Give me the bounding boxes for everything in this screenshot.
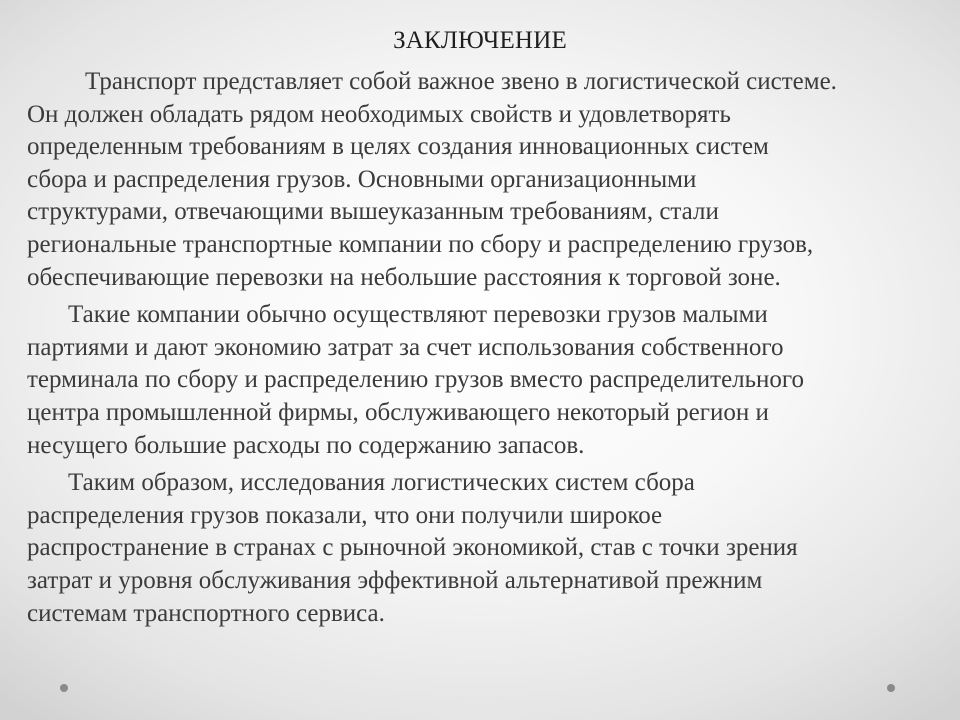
slide-body <box>27 66 947 630</box>
paragraph-line: Таким образом, исследования логистических систем сбора <box>68 469 695 497</box>
paragraph-line: Такие компании обычно осуществляют перевозки грузов малыми <box>68 301 768 329</box>
paragraph-line: определенным требованиям в целях создания инновационных систем <box>27 133 769 161</box>
paragraph-line: обеспечивающие перевозки на небольшие расстояния к торговой зоне. <box>27 263 781 291</box>
bullet-dot-icon <box>60 684 68 692</box>
paragraph-line: сбора и распределения грузов. Основными организационными <box>27 165 697 193</box>
paragraph-2 <box>27 299 947 462</box>
paragraph-line: системам транспортного сервиса. <box>27 599 385 627</box>
bullet-dot-icon <box>887 684 895 692</box>
paragraph-line: терминала по сбору и распределению грузов вместо распределительного <box>27 366 805 394</box>
paragraph-line: структурами, отвечающими вышеуказанным требованиям, стали <box>27 198 719 226</box>
paragraph-line: распределения грузов показали, что они получили широкое <box>27 501 663 529</box>
paragraph-line: партиями и дают экономию затрат за счет использования собственного <box>27 333 784 361</box>
paragraph-line: затрат и уровня обслуживания эффективной альтернативой прежним <box>27 566 763 594</box>
slide-title: ЗАКЛЮЧЕНИЕ <box>393 27 567 54</box>
paragraph-line: несущего большие расходы по содержанию запасов. <box>27 431 585 459</box>
paragraph-line: распространение в странах с рыночной экономикой, став с точки зрения <box>27 534 798 562</box>
paragraph-line: Он должен обладать рядом необходимых свойств и удовлетворять <box>27 100 731 128</box>
paragraph-1 <box>27 66 947 294</box>
paragraph-3 <box>27 467 947 630</box>
paragraph-line: центра промышленной фирмы, обслуживающего некоторый регион и <box>27 398 769 426</box>
paragraph-line: Транспорт представляет собой важное звено в логистической системе. <box>85 68 837 95</box>
paragraph-line: региональные транспортные компании по сбору и распределению грузов, <box>27 230 814 258</box>
